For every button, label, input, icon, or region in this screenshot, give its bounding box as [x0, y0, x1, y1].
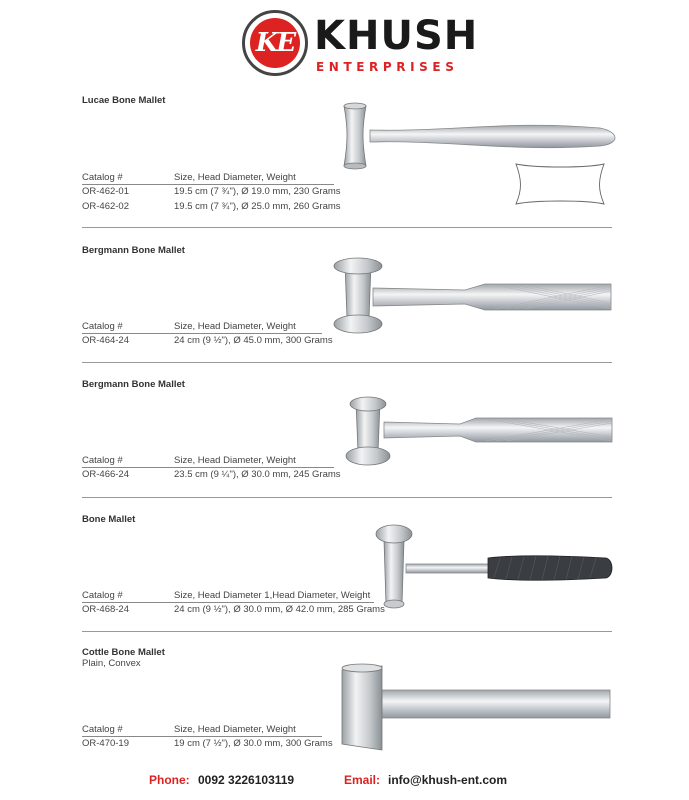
- catalog-number: OR-462-02: [82, 201, 129, 212]
- catalog-number: OR-466-24: [82, 469, 129, 480]
- section-divider: [82, 362, 612, 363]
- section-divider: [82, 631, 612, 632]
- section-divider: [82, 497, 612, 498]
- catalog-number: OR-462-01: [82, 186, 129, 197]
- bergmann-mallet-drawing: [325, 252, 617, 344]
- header-underline: [82, 602, 374, 603]
- company-logo: [242, 10, 479, 80]
- product-title: Bone Mallet: [82, 514, 136, 525]
- spec-header: Size, Head Diameter, Weight: [174, 321, 296, 332]
- catalog-header: Catalog #: [82, 590, 123, 601]
- email-label: Email:: [344, 773, 381, 787]
- spec-header: Size, Head Diameter, Weight: [174, 455, 296, 466]
- product-title: Cottle Bone Mallet: [82, 647, 165, 658]
- phone-number[interactable]: 0092 3226103119: [198, 773, 295, 787]
- spec-header: Size, Head Diameter 1,Head Diameter, Weight: [174, 590, 371, 601]
- catalog-number: OR-470-19: [82, 738, 129, 749]
- catalog-number: OR-468-24: [82, 604, 129, 615]
- product-spec: 19.5 cm (7 ¾"), Ø 25.0 mm, 260 Grams: [174, 201, 341, 212]
- bergmann-mallet-drawing: [340, 390, 616, 470]
- product-subtitle: Plain, Convex: [82, 658, 141, 669]
- header-underline: [82, 333, 322, 334]
- logo-monogram: KE: [250, 18, 300, 68]
- header-underline: [82, 736, 322, 737]
- header-underline: [82, 184, 334, 185]
- catalog-header: Catalog #: [82, 724, 123, 735]
- brand-name: KHUSH: [314, 13, 479, 59]
- lucae-mallet-drawing: [330, 100, 620, 210]
- catalog-header: Catalog #: [82, 172, 123, 183]
- product-spec: 23.5 cm (9 ¼"), Ø 30.0 mm, 245 Grams: [174, 469, 341, 480]
- product-spec: 24 cm (9 ½"), Ø 30.0 mm, Ø 42.0 mm, 285 Grams: [174, 604, 385, 615]
- bone-mallet-drawing: [370, 520, 616, 612]
- product-spec: 19 cm (7 ½"), Ø 30.0 mm, 300 Grams: [174, 738, 333, 749]
- product-spec: 24 cm (9 ½"), Ø 45.0 mm, 300 Grams: [174, 335, 333, 346]
- product-title: Bergmann Bone Mallet: [82, 379, 185, 390]
- section-divider: [82, 227, 612, 228]
- product-spec: 19.5 cm (7 ¾"), Ø 19.0 mm, 230 Grams: [174, 186, 341, 197]
- catalog-header: Catalog #: [82, 321, 123, 332]
- product-title: Lucae Bone Mallet: [82, 95, 166, 106]
- header-underline: [82, 467, 334, 468]
- product-title: Bergmann Bone Mallet: [82, 245, 185, 256]
- spec-header: Size, Head Diameter, Weight: [174, 172, 296, 183]
- catalog-header: Catalog #: [82, 455, 123, 466]
- catalog-number: OR-464-24: [82, 335, 129, 346]
- phone-label: Phone:: [149, 773, 190, 787]
- logo-badge: [242, 10, 308, 76]
- spec-header: Size, Head Diameter, Weight: [174, 724, 296, 735]
- brand-subtitle: ENTERPRISES: [316, 60, 459, 74]
- email-address[interactable]: info@khush-ent.com: [388, 773, 508, 787]
- cottle-mallet-drawing: [336, 658, 616, 756]
